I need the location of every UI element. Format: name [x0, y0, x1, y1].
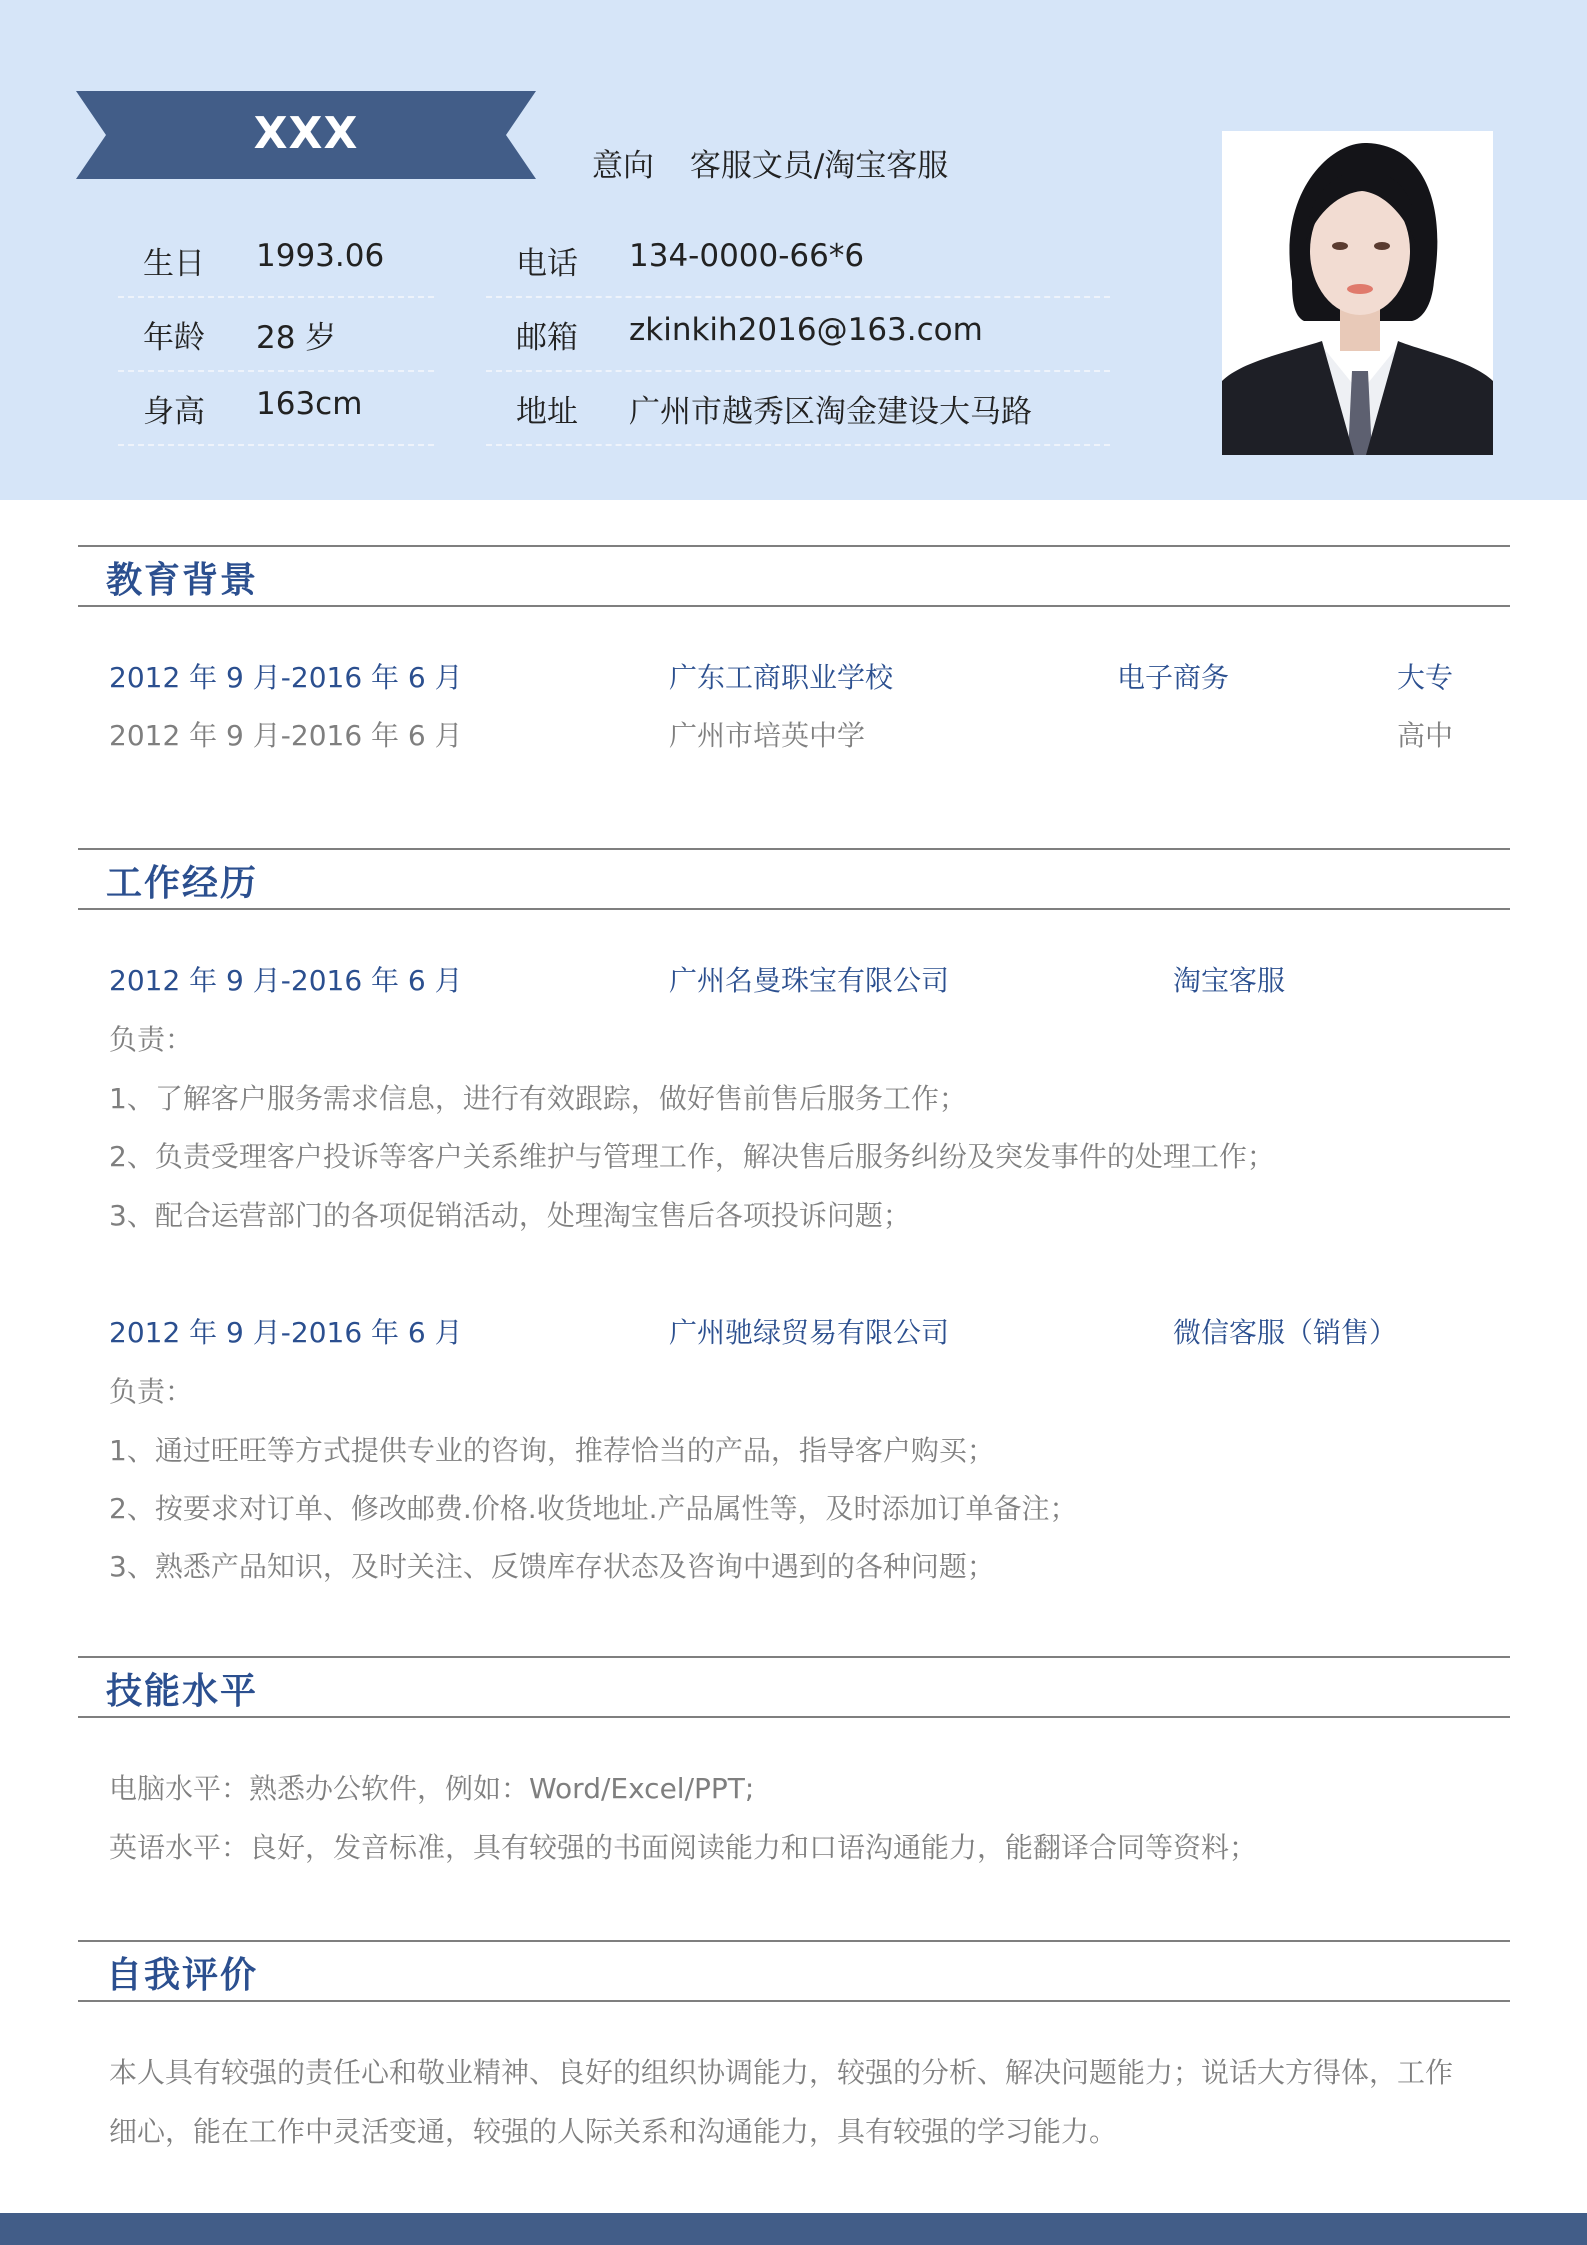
divider-dashed [118, 296, 434, 298]
duty-item: 2、按要求对订单、修改邮费.价格.收货地址.产品属性等，及时添加订单备注； [109, 1492, 1078, 1525]
duty-item: 2、负责受理客户投诉等客户关系维护与管理工作，解决售后服务纠纷及突发事件的处理工作； [109, 1140, 1275, 1173]
edu-period: 2012 年 9 月-2016 年 6 月 [109, 719, 463, 752]
section-title-education: 教育背景 [106, 560, 259, 601]
email-label: 邮箱 [516, 320, 578, 356]
section-title-skills: 技能水平 [106, 1671, 259, 1712]
edu-degree: 高中 [1397, 719, 1454, 752]
job-period: 2012 年 9 月-2016 年 6 月 [109, 964, 463, 997]
edu-school: 广州市培英中学 [669, 719, 866, 752]
edu-period: 2012 年 9 月-2016 年 6 月 [109, 661, 463, 694]
divider-dashed [486, 296, 1110, 298]
divider-dashed [486, 444, 1110, 446]
duty-label: 负责： [109, 1023, 194, 1056]
section-title-self-eval: 自我评价 [106, 1955, 259, 1996]
job-intent [592, 140, 948, 185]
phone-label: 电话 [516, 246, 578, 282]
section-rule-top [78, 848, 1510, 850]
section-rule-top [78, 545, 1510, 547]
section-title-work: 工作经历 [106, 863, 259, 904]
candidate-name: XXX [253, 108, 359, 159]
birthday-label: 生日 [143, 246, 205, 282]
age-label: 年龄 [143, 320, 205, 356]
job-company: 广州驰绿贸易有限公司 [669, 1316, 950, 1349]
edu-major: 电子商务 [1117, 661, 1230, 694]
skill-item: 英语水平：良好，发音标准，具有较强的书面阅读能力和口语沟通能力，能翻译合同等资料； [109, 1831, 1258, 1864]
job-position: 微信客服（销售） [1173, 1316, 1398, 1349]
duty-item: 3、熟悉产品知识，及时关注、反馈库存状态及咨询中遇到的各种问题； [109, 1550, 995, 1583]
divider-dashed [486, 370, 1110, 372]
portrait-photo-icon [1222, 131, 1493, 455]
section-rule-bottom [78, 605, 1510, 607]
self-eval-line: 细心，能在工作中灵活变通，较强的人际关系和沟通能力，具有较强的学习能力。 [109, 2115, 1118, 2148]
section-rule-top [78, 1940, 1510, 1942]
edu-school: 广东工商职业学校 [669, 661, 894, 694]
address-value: 广州市越秀区淘金建设大马路 [629, 394, 1032, 430]
duty-item: 3、配合运营部门的各项促销活动，处理淘宝售后各项投诉问题； [109, 1199, 911, 1232]
edu-degree: 大专 [1397, 661, 1454, 694]
birthday-value: 1993.06 [256, 238, 385, 274]
intent-label: 意向 [592, 148, 654, 184]
phone-value: 134-0000-66*6 [629, 238, 865, 274]
email-value: zkinkih2016@163.com [629, 312, 983, 348]
job-company: 广州名曼珠宝有限公司 [669, 964, 950, 997]
address-label: 地址 [516, 394, 578, 430]
section-rule-top [78, 1656, 1510, 1658]
job-period: 2012 年 9 月-2016 年 6 月 [109, 1316, 463, 1349]
intent-value: 客服文员/淘宝客服 [689, 148, 949, 184]
footer-bar [0, 2213, 1587, 2245]
height-label: 身高 [143, 394, 205, 430]
section-rule-bottom [78, 2000, 1510, 2002]
section-rule-bottom [78, 1716, 1510, 1718]
self-eval-line: 本人具有较强的责任心和敬业精神、良好的组织协调能力，较强的分析、解决问题能力；说话大方得体，工作 [109, 2056, 1454, 2089]
duty-label: 负责： [109, 1375, 194, 1408]
profile-photo [1222, 131, 1493, 455]
skill-item: 电脑水平：熟悉办公软件，例如：Word/Excel/PPT; [109, 1772, 755, 1805]
age-value: 28 岁 [256, 320, 337, 356]
divider-dashed [118, 444, 434, 446]
duty-item: 1、通过旺旺等方式提供专业的咨询，推荐恰当的产品，指导客户购买； [109, 1434, 995, 1467]
duty-item: 1、了解客户服务需求信息，进行有效跟踪，做好售前售后服务工作； [109, 1082, 967, 1115]
job-position: 淘宝客服 [1173, 964, 1286, 997]
section-rule-bottom [78, 908, 1510, 910]
divider-dashed [118, 370, 434, 372]
height-value: 163cm [256, 386, 363, 422]
